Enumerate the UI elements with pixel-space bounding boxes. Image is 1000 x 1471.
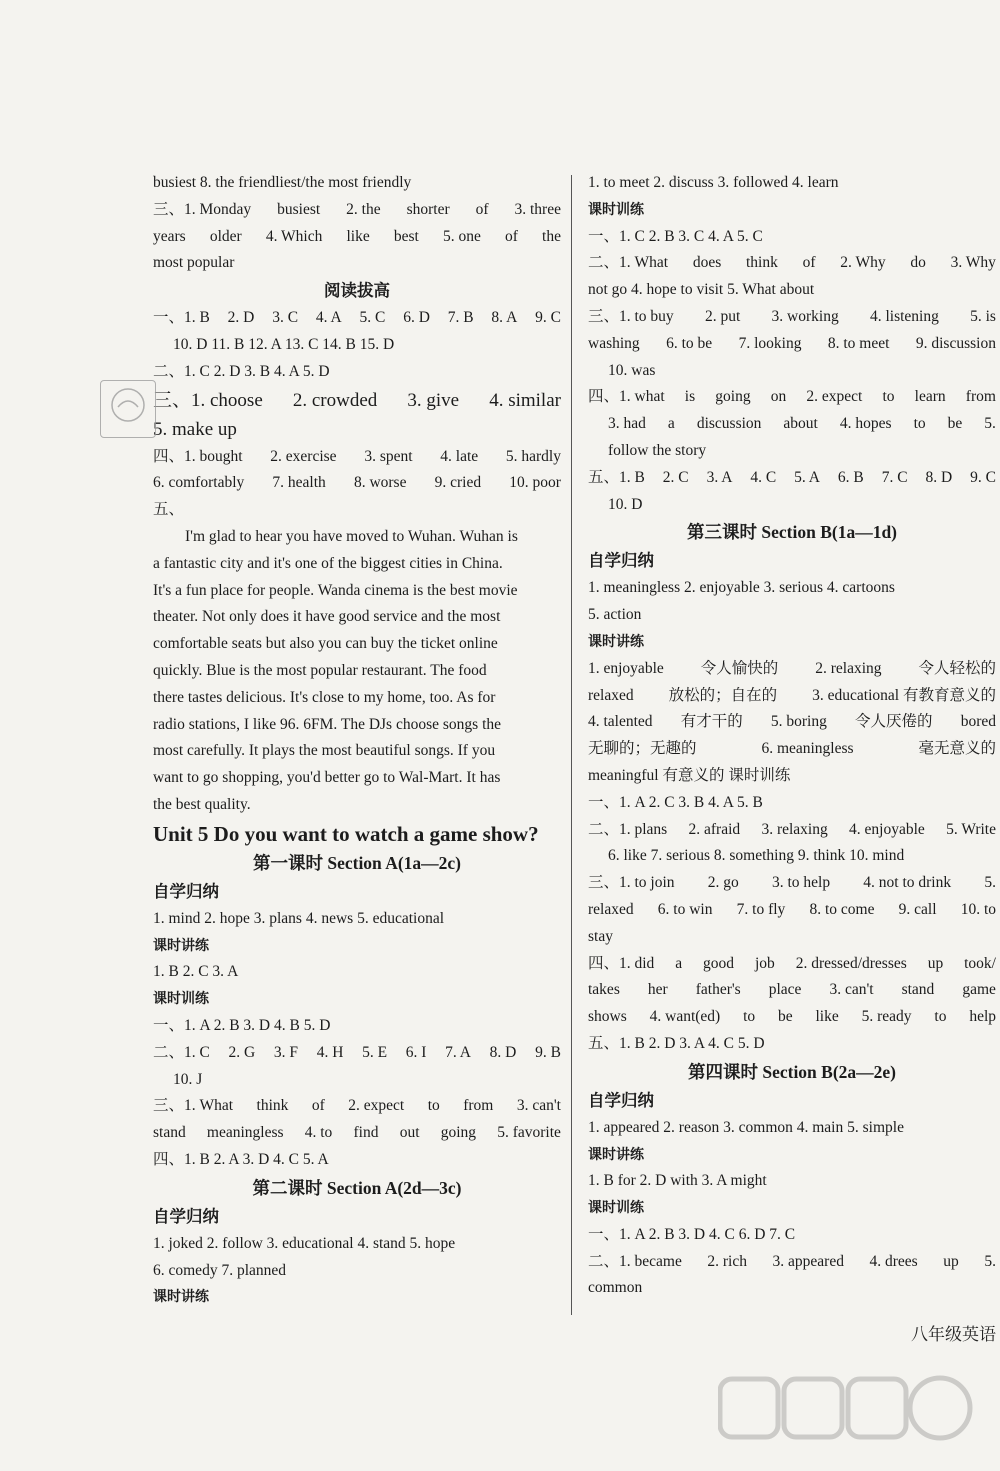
- left-column-line: [153, 386, 561, 415]
- word: 4. listening: [869, 307, 939, 325]
- word: to: [934, 1008, 947, 1026]
- left-column-line: busiest 8. the friendliest/the most friendly: [153, 174, 412, 191]
- word: 2. go: [707, 874, 739, 892]
- word: job: [754, 954, 775, 972]
- right-column-line: 10. D: [608, 495, 643, 513]
- right-column-line: 课时训练: [588, 201, 644, 218]
- word: 9. B: [535, 1043, 561, 1061]
- word: 2. relaxing: [815, 659, 882, 677]
- word: 毫无意义的: [918, 740, 996, 758]
- word: meaningless: [206, 1124, 284, 1142]
- word: took/: [964, 954, 996, 972]
- column-divider: [571, 175, 572, 1315]
- word: from: [463, 1097, 494, 1115]
- left-column-line: a fantastic city and it's one of the biggest cities in China.: [153, 554, 503, 572]
- word: relaxed: [588, 686, 634, 704]
- left-column-line: quickly. Blue is the most popular restaurant. The food: [153, 661, 487, 679]
- right-column-line: [588, 656, 996, 683]
- word: 6. meaningless: [761, 740, 854, 758]
- word: 5. hardly: [505, 447, 561, 465]
- right-column-line: 自学归纳: [588, 551, 654, 571]
- word: 三、1. choose: [153, 389, 263, 411]
- left-column-line: Unit 5 Do you want to watch a game show?: [153, 821, 539, 846]
- word: 三、1. to buy: [588, 307, 674, 325]
- word: 四、1. what: [588, 388, 665, 406]
- left-column-line: 第二课时 Section A(2d—3c): [252, 1177, 462, 1198]
- left-column-line: 课时讲练: [153, 937, 209, 954]
- word: 3. Why: [950, 254, 996, 272]
- right-column-line: 1. to meet 2. discuss 3. followed 4. learn: [588, 174, 839, 191]
- word: father's: [695, 981, 741, 999]
- word: 放松的；自在的: [668, 686, 778, 704]
- word: 3. working: [771, 307, 839, 325]
- left-column-line: most carefully. It plays the most beautiful songs. If you: [153, 742, 496, 760]
- word: 10. to: [960, 900, 996, 918]
- left-column-line: 10. J: [173, 1070, 203, 1088]
- word: 一、1. B: [153, 309, 210, 327]
- word: of: [504, 227, 518, 245]
- word: out: [399, 1124, 420, 1142]
- word: place: [768, 981, 802, 999]
- word: good: [703, 954, 735, 972]
- left-column-line: 自学归纳: [153, 881, 219, 901]
- word: going: [440, 1124, 477, 1142]
- word: 2. exercise: [270, 447, 337, 465]
- word: 8. D: [925, 468, 953, 486]
- left-column-line: 一、1. A 2. B 3. D 4. B 5. D: [153, 1016, 331, 1034]
- word: about: [783, 415, 818, 433]
- word: stand: [901, 981, 935, 999]
- word: 2. put: [704, 307, 741, 325]
- word: the: [542, 227, 561, 245]
- word: 5. favorite: [497, 1124, 561, 1142]
- word: 3. spent: [364, 447, 413, 465]
- right-column-line: stay: [588, 927, 613, 945]
- word: 5.: [984, 874, 996, 892]
- word: 2. dressed/dresses: [795, 954, 907, 972]
- word: 5. Write: [946, 820, 996, 838]
- word: relaxed: [588, 900, 634, 918]
- word: 7. B: [447, 309, 474, 327]
- word: 三、1. to join: [588, 874, 675, 892]
- word: 4. late: [440, 447, 479, 465]
- word: 3. A: [706, 468, 733, 486]
- word: 2. expect: [806, 388, 863, 406]
- word: 4. drees: [869, 1252, 918, 1270]
- word: 四、1. bought: [153, 447, 243, 465]
- left-column-line: I'm glad to hear you have moved to Wuhan. Wuhan is: [185, 527, 518, 545]
- word: think: [745, 254, 778, 272]
- left-column-line: [153, 197, 561, 224]
- word: 4. A: [315, 309, 342, 327]
- word: 3. appeared: [772, 1252, 844, 1270]
- left-column-line: 四、1. B 2. A 3. D 4. C 5. A: [153, 1150, 329, 1168]
- word: 7. C: [881, 468, 908, 486]
- word: 5.: [984, 415, 996, 433]
- left-column-line: It's a fun place for people. Wanda cinema is the best movie: [153, 581, 518, 599]
- word: 5. is: [970, 307, 996, 325]
- word: to: [913, 415, 926, 433]
- left-column-line: the best quality.: [153, 795, 251, 813]
- watermark-logo: [718, 1375, 988, 1465]
- word: 1. enjoyable: [588, 659, 664, 677]
- left-column-line: theater. Not only does it have good service and the most: [153, 608, 501, 626]
- right-column-line: [588, 817, 996, 844]
- word: 6. comfortably: [153, 474, 245, 492]
- word: of: [311, 1097, 325, 1115]
- word: game: [962, 981, 996, 999]
- word: 5. ready: [861, 1008, 912, 1026]
- word: learn: [914, 388, 946, 406]
- word: 2. Why: [840, 254, 886, 272]
- left-column-line: 6. comedy 7. planned: [153, 1261, 287, 1279]
- left-column-line: 第一课时 Section A(1a—2c): [252, 852, 462, 873]
- left-column-line: comfortable seats but also you can buy the ticket online: [153, 635, 498, 653]
- word: 8. to come: [809, 900, 875, 918]
- word: 3. can't: [829, 981, 874, 999]
- word: on: [770, 388, 787, 406]
- word: 6. to be: [666, 334, 713, 352]
- right-column-line: 10. was: [608, 361, 656, 379]
- word: 6. I: [405, 1043, 427, 1061]
- word: 二、1. What: [588, 254, 669, 272]
- right-column-line: 1. B for 2. D with 3. A might: [588, 1172, 767, 1190]
- right-column-line: [588, 977, 996, 1004]
- word: like: [346, 227, 370, 245]
- right-column-line: [588, 384, 996, 411]
- word: 3. give: [407, 389, 460, 411]
- page-footer: 八年级英语: [911, 1325, 996, 1345]
- right-column-line: 一、1. C 2. B 3. C 4. A 5. C: [588, 227, 763, 245]
- word: 令人轻松的: [918, 659, 996, 677]
- word: 7. looking: [738, 334, 802, 352]
- word: 无聊的；无趣的: [588, 740, 697, 758]
- right-column-line: 一、1. A 2. C 3. B 4. A 5. B: [588, 793, 763, 811]
- stamp-icon: [108, 385, 148, 425]
- word: 5.: [984, 1252, 996, 1270]
- word: help: [969, 1008, 996, 1026]
- left-column-line: 5. make up: [153, 418, 237, 440]
- right-column-line: 五、1. B 2. D 3. A 4. C 5. D: [588, 1034, 765, 1052]
- word: up: [943, 1252, 959, 1270]
- right-column-line: 1. meaningless 2. enjoyable 3. serious 4. cartoons: [588, 579, 895, 597]
- left-column-line: [153, 1040, 561, 1067]
- word: 二、1. plans: [588, 820, 668, 838]
- right-column-line: 自学归纳: [588, 1090, 654, 1110]
- right-column-line: [588, 1004, 996, 1031]
- left-column-line: 阅读拔高: [324, 281, 390, 301]
- word: 4. to: [304, 1124, 333, 1142]
- right-column-line: 课时训练: [588, 1200, 644, 1217]
- word: 五、1. B: [588, 468, 645, 486]
- right-column-line: 1. appeared 2. reason 3. common 4. main 5. simple: [588, 1118, 904, 1136]
- word: 8. D: [489, 1043, 517, 1061]
- right-column-line: 课时讲练: [588, 633, 644, 650]
- right-column-line: [588, 870, 996, 897]
- right-column-line: [588, 411, 996, 438]
- word: 3. C: [272, 309, 299, 327]
- right-column-line: [588, 331, 996, 358]
- left-column-line: 课时训练: [153, 991, 209, 1008]
- word: to: [427, 1097, 440, 1115]
- left-column-line: [153, 1093, 561, 1120]
- word: 8. worse: [353, 474, 407, 492]
- left-column-line: there tastes delicious. It's close to my home, too. As for: [153, 688, 496, 706]
- word: of: [475, 200, 489, 218]
- right-column-line: follow the story: [608, 441, 707, 459]
- left-column-line: radio stations, I like 96. 6FM. The DJs choose songs the: [153, 715, 502, 733]
- word: is: [684, 388, 696, 406]
- word: 三、1. What: [153, 1097, 234, 1115]
- word: 4. H: [316, 1043, 344, 1061]
- word: her: [647, 981, 668, 999]
- word: shorter: [406, 200, 450, 218]
- word: years: [153, 227, 186, 245]
- right-column-line: 课时讲练: [588, 1146, 644, 1163]
- left-column-line: 二、1. C 2. D 3. B 4. A 5. D: [153, 362, 330, 380]
- word: 9. C: [535, 309, 561, 327]
- right-column-line: [588, 709, 996, 736]
- word: older: [209, 227, 242, 245]
- word: 2. crowded: [292, 389, 378, 411]
- word: 8. to meet: [827, 334, 890, 352]
- word: 5. E: [362, 1043, 388, 1061]
- word: 二、1. C: [153, 1043, 210, 1061]
- word: 2. rich: [707, 1252, 747, 1270]
- left-column-line: 1. joked 2. follow 3. educational 4. stand 5. hope: [153, 1234, 456, 1252]
- word: going: [715, 388, 751, 406]
- word: bored: [960, 713, 996, 731]
- right-column-line: common: [588, 1279, 643, 1297]
- word: a: [675, 954, 683, 972]
- word: 3. relaxing: [761, 820, 828, 838]
- left-column-line: [153, 1120, 561, 1147]
- word: be: [778, 1008, 793, 1026]
- word: 4. not to drink: [863, 874, 952, 892]
- word: be: [947, 415, 963, 433]
- left-column-line: 10. D 11. B 12. A 13. C 14. B 15. D: [173, 335, 395, 353]
- word: shows: [588, 1008, 627, 1026]
- word: 9. cried: [434, 474, 482, 492]
- word: 9. C: [970, 468, 996, 486]
- right-column-line: 6. like 7. serious 8. something 9. think 10. mind: [608, 847, 905, 865]
- word: 9. call: [898, 900, 937, 918]
- right-column-line: 一、1. A 2. B 3. D 4. C 6. D 7. C: [588, 1225, 796, 1243]
- word: of: [802, 254, 816, 272]
- word: 3. to help: [771, 874, 831, 892]
- left-column: [153, 170, 561, 1311]
- word: 令人愉快的: [700, 659, 779, 677]
- right-column-line: 第四课时 Section B(2a—2e): [687, 1061, 897, 1082]
- right-column-line: [588, 897, 996, 924]
- word: up: [927, 954, 944, 972]
- word: 4. similar: [489, 389, 561, 411]
- word: 9. discussion: [915, 334, 996, 352]
- right-column-line: [588, 304, 996, 331]
- word: 7. to fly: [736, 900, 786, 918]
- word: 6. to win: [657, 900, 713, 918]
- word: 2. G: [228, 1043, 256, 1061]
- word: 5. C: [359, 309, 386, 327]
- word: busiest: [277, 200, 321, 218]
- word: 2. D: [227, 309, 255, 327]
- word: 5. boring: [770, 713, 827, 731]
- word: to: [882, 388, 895, 406]
- word: find: [353, 1124, 379, 1142]
- word: a: [667, 415, 675, 433]
- word: 7. A: [445, 1043, 471, 1061]
- word: washing: [588, 334, 640, 352]
- word: think: [256, 1097, 289, 1115]
- word: 10. poor: [509, 474, 561, 492]
- right-column-line: [588, 683, 996, 710]
- word: 四、1. did: [588, 954, 655, 972]
- right-column-line: 第三课时 Section B(1a—1d): [687, 522, 897, 543]
- word: 4. C: [750, 468, 777, 486]
- word: 有才干的: [680, 713, 743, 731]
- right-column-line: 5. action: [588, 606, 642, 624]
- word: do: [910, 254, 926, 272]
- word: 3. had: [608, 415, 646, 433]
- word: 令人厌倦的: [855, 713, 933, 731]
- right-column-line: meaningful 有意义的 课时训练: [588, 766, 791, 784]
- word: 7. health: [272, 474, 326, 492]
- word: 2. afraid: [688, 820, 741, 838]
- word: 6. D: [403, 309, 430, 327]
- word: 5. A: [794, 468, 820, 486]
- word: 4. talented: [588, 713, 653, 731]
- word: takes: [588, 981, 620, 999]
- left-column-line: most popular: [153, 254, 235, 272]
- left-column-line: 自学归纳: [153, 1206, 219, 1226]
- word: 6. B: [837, 468, 864, 486]
- right-column-line: not go 4. hope to visit 5. What about: [588, 281, 815, 299]
- word: 3. can't: [516, 1097, 561, 1115]
- word: like: [815, 1008, 839, 1026]
- word: 2. expect: [348, 1097, 405, 1115]
- left-column-line: want to go shopping, you'd better go to Wal-Mart. It has: [153, 769, 501, 787]
- left-column-line: 课时讲练: [153, 1289, 209, 1306]
- left-column-line: [153, 444, 561, 471]
- word: 3. three: [514, 200, 561, 218]
- right-column-line: [588, 736, 996, 763]
- word: 4. hopes: [839, 415, 892, 433]
- right-column-line: [588, 465, 996, 492]
- word: 三、1. Monday: [153, 200, 252, 218]
- word: 4. Which: [265, 227, 323, 245]
- word: 4. enjoyable: [849, 820, 925, 838]
- word: 2. C: [662, 468, 689, 486]
- word: 5. one: [442, 227, 481, 245]
- left-column-line: 1. mind 2. hope 3. plans 4. news 5. educational: [153, 909, 445, 927]
- word: 3. F: [273, 1043, 299, 1061]
- word: from: [965, 388, 996, 406]
- word: does: [692, 254, 722, 272]
- word: 3. educational 有教育意义的: [812, 686, 996, 704]
- word: 8. A: [491, 309, 518, 327]
- word: discussion: [696, 415, 762, 433]
- stamp-logo: [100, 380, 156, 438]
- left-column-line: 1. B 2. C 3. A: [153, 963, 239, 981]
- right-column-line: [588, 1249, 996, 1276]
- left-column-line: [153, 305, 561, 332]
- word: to: [743, 1008, 756, 1026]
- word: best: [393, 227, 419, 245]
- right-column-line: [588, 951, 996, 978]
- left-column-line: [153, 470, 561, 497]
- word: stand: [153, 1124, 186, 1142]
- word: 4. want(ed): [649, 1008, 721, 1026]
- right-column-line: [588, 250, 996, 277]
- left-column-line: [153, 224, 561, 251]
- left-column-line: 五、: [153, 501, 185, 519]
- right-column: [588, 170, 996, 1302]
- word: 2. the: [346, 200, 381, 218]
- word: 二、1. became: [588, 1252, 682, 1270]
